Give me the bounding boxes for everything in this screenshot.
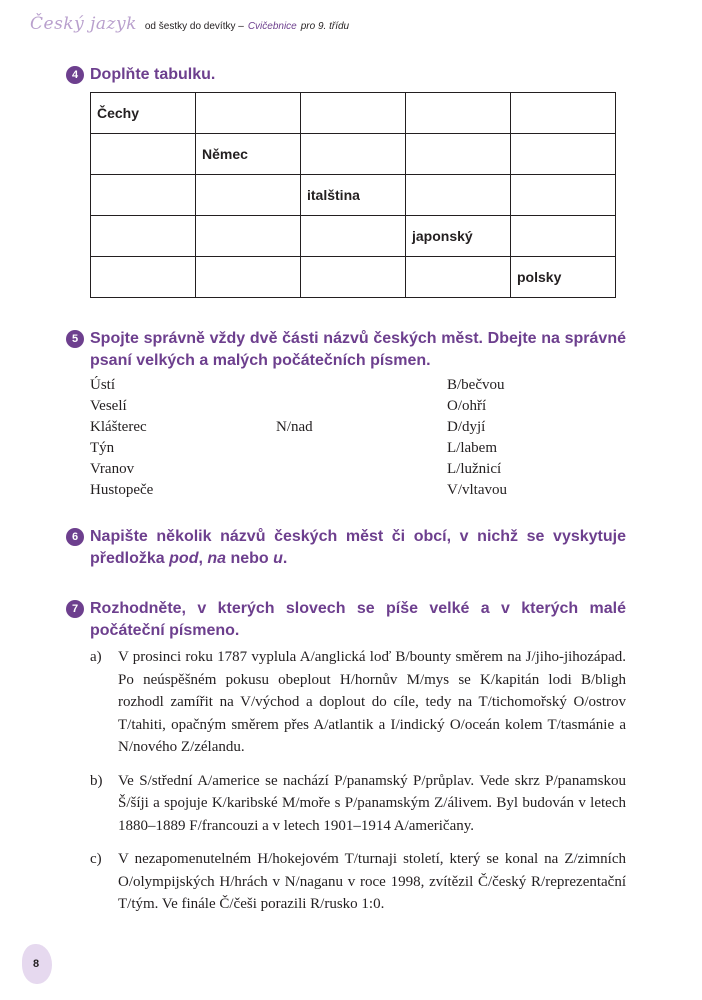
header-subtitle-grade: pro 9. třídu [300,21,350,32]
town-part: D/dyjí [447,419,486,435]
task-number-badge: 5 [66,330,84,348]
town-part: Hustopeče [90,482,154,498]
table-cell [406,175,511,216]
town-part: V/vltavou [447,482,507,498]
table-cell [91,257,196,298]
table-row [91,93,616,134]
table-row [91,175,616,216]
table-cell [511,93,616,134]
book-logo: Český jazyk [30,14,137,34]
town-part: L/labem [447,440,497,456]
table-cell [511,216,616,257]
item-label: c) [90,851,102,867]
task-title: Doplňte tabulku. [90,66,216,83]
task-6 [66,526,626,570]
table-row [91,134,616,175]
item-label: a) [90,649,102,665]
town-part: Ústí [90,377,116,393]
task-5 [66,328,626,372]
table-cell [511,175,616,216]
table-cell [196,216,301,257]
town-part: B/bečvou [447,377,505,393]
task-number-badge: 6 [66,528,84,546]
table-cell [511,134,616,175]
table-cell: Němec [196,134,301,175]
table-cell [196,175,301,216]
table-cell [91,175,196,216]
task-title: Napište několik názvů českých měst či obcí, v nichž se vyskytuje předložka pod, na nebo u. [90,528,626,567]
town-first-parts [90,375,153,501]
task-title: Rozhodněte, v kterých slovech se píše velké a v kterých malé počáteční písmeno. [90,600,626,639]
town-preposition [276,417,313,438]
table-cell [301,216,406,257]
table-cell [406,257,511,298]
table-cell [301,257,406,298]
table-cell [406,134,511,175]
table-cell [91,216,196,257]
table-row [91,216,616,257]
item-label: b) [90,772,103,789]
town-part: Týn [90,440,115,456]
town-part: L/lužnicí [447,461,502,477]
exercise-item [90,646,626,759]
town-second-parts [447,375,507,501]
task-title: Spojte správně vždy dvě části názvů českých měst. Dbejte na správné psaní velkých a malých počátečních písmen. [90,330,626,369]
table-cell [196,93,301,134]
task-number-badge: 4 [66,66,84,84]
preposition-text: N/nad [276,419,313,435]
task-number-badge: 7 [66,600,84,618]
table-row [91,257,616,298]
item-text: V nezapomenutelném H/hokejovém T/turnaji století, který se konal na Z/zimních O/olympijských H/hrách v N/naganu v roce 1998, zvítězil Č/český R/reprezentační T/tým. Ve finále Č/češi porazili R/rusko 1:0. [118,851,626,912]
table-cell: japonský [406,216,511,257]
table-cell [196,257,301,298]
task-7 [66,598,626,642]
table-cell [301,93,406,134]
item-text: Ve S/střední A/americe se nachází P/panamský P/průplav. Vede skrz P/panamskou Š/šíji a spojuje K/karibské M/moře s P/panamským Z/álivem. Byl budován v letech 1880–1889 F/francouzi a v letech 1901–1914 A/američany. [118,772,626,834]
town-part: Veselí [90,398,127,414]
town-part: O/ohří [447,398,487,414]
task-4 [66,64,626,86]
table-cell: polsky [511,257,616,298]
fill-in-table [90,92,616,298]
header-subtitle-workbook: Cvičebnice [247,21,297,32]
town-part: Klášterec [90,419,147,435]
table-cell [301,134,406,175]
page-header [30,14,349,38]
exercise-items [90,646,626,927]
exercise-item [90,770,626,838]
table-cell: italština [301,175,406,216]
page-number: 8 [33,958,40,970]
header-subtitle: od šestky do devítky – [144,21,244,32]
exercise-item [90,848,626,916]
table-cell [91,134,196,175]
town-part: Vranov [90,461,135,477]
item-text: V prosinci roku 1787 vyplula A/anglická loď B/bounty směrem na J/jiho-jihozápad. Po neúspěšném pokusu obeplout H/hornův M/mys se K/kapitán lodi B/bligh rozhodl zamířit na V/východ a doplout do cíle, tedy na T/tichomořský O/ostrov T/tahiti, opačným směrem přes A/atlantik a I/indický O/oceán kolem T/tasmánie a N/nového Z/zélandu. [118,649,626,755]
table-cell: Čechy [91,93,196,134]
table-cell [406,93,511,134]
